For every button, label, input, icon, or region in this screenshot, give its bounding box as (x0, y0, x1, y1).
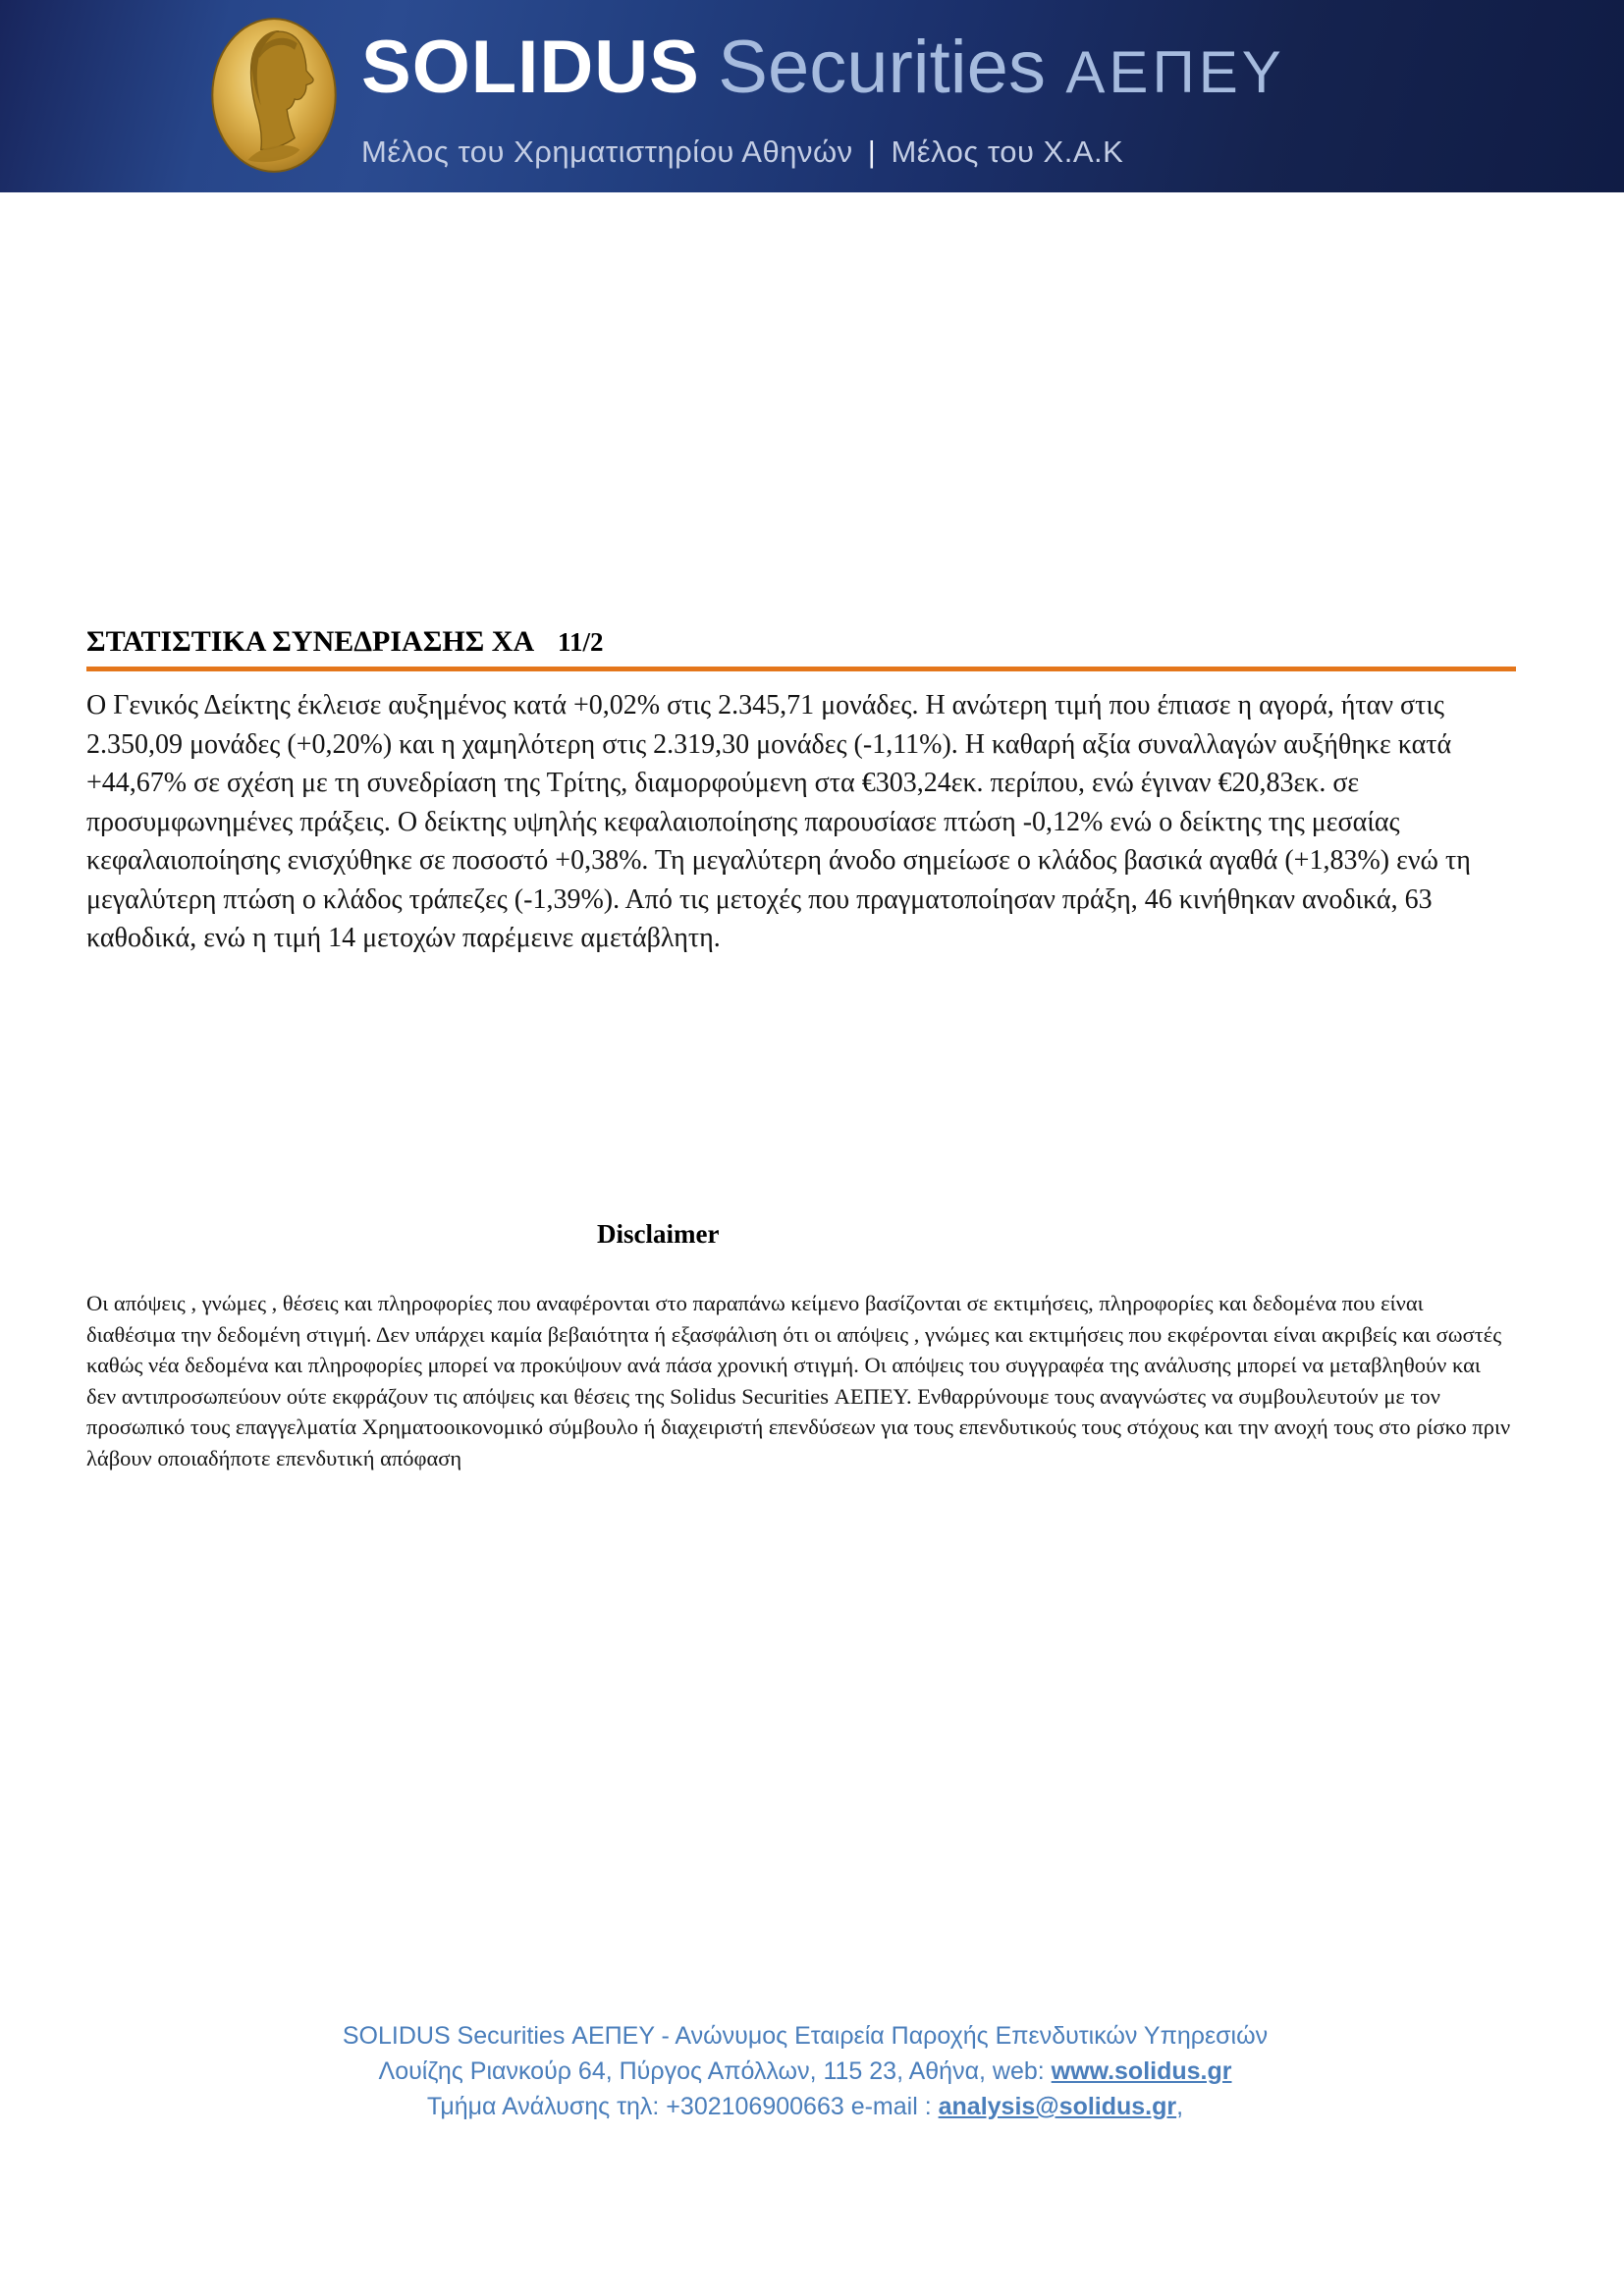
website-link[interactable]: www.solidus.gr (1051, 2057, 1232, 2085)
brand-line (361, 26, 1285, 131)
email-link[interactable]: analysis@solidus.gr (938, 2093, 1177, 2120)
tagline-separator: | (867, 134, 877, 169)
tagline-left: Μέλος του Χρηματιστηρίου Αθηνών (361, 134, 853, 169)
footer-address-text: Λουίζης Ριανκούρ 64, Πύργος Απόλλων, 115 23, Αθήνα, web: (378, 2057, 1052, 2085)
disclaimer-paragraph: Οι απόψεις , γνώμες , θέσεις και πληροφορίες που αναφέρονται στο παραπάνω κείμενο βασίζονται σε εκτιμήσεις, πληροφορίες και δεδομένα που είναι διαθέσιμα την δεδομένη στιγμή. Δεν υπάρχει καμία βεβαιότητα ή εξασφάλιση ότι οι απόψεις , γνώμες και εκτιμήσεις που εκφέρονται είναι ακριβείς και σωστές καθώς νέα δεδομένα και πληροφορίες μπορεί να προκύψουν ανά πάσα χρονική στιγμή. Οι απόψεις του συγγραφέα της ανάλυσης μπορεί να μεταβληθούν και δεν αντιπροσωπεύουν ούτε εκφράζουν τις απόψεις και θέσεις της Solidus Securities ΑΕΠΕΥ. Ενθαρρύνουμε τους αναγνώστες να συμβουλευτούν με τον προσωπικό τους επαγγελματία Χρηματοοικονομικό σύμβουλο ή διαχειριστή επενδύσεων για τους επενδυτικούς τους στόχους και την ανοχή τους στο ρίσκο πριν λάβουν οποιαδήποτε επενδυτική απόφαση (86, 1291, 1511, 1470)
roman-coin-icon (209, 15, 339, 176)
header-banner (0, 0, 1624, 192)
footer-line-contact (0, 2089, 1610, 2124)
report-body-paragraph: Ο Γενικός Δείκτης έκλεισε αυξημένος κατά +0,02% στις 2.345,71 μονάδες. Η ανώτερη τιμή που έπιασε η αγορά, ήταν στις 2.350,09 μονάδες (+0,20%) και η χαμηλότερη στις 2.319,30 μονάδες (-1,11%). Η καθαρή αξία συναλλαγών αυξήθηκε κατά +44,67% σε σχέση με τη συνεδρίαση της Τρίτης, διαμορφούμενη στα €303,24εκ. περίπου, ενώ έγιναν €20,83εκ. σε προσυμφωνημένες πράξεις. Ο δείκτης υψηλής κεφαλαιοποίησης παρουσίασε πτώση -0,12% ενώ ο δείκτης της μεσαίας κεφαλαιοποίησης ενισχύθηκε σε ποσοστό +0,38%. Τη μεγαλύτερη άνοδο σημείωσε ο κλάδος βασικά αγαθά (+1,83%) ενώ τη μεγαλύτερη πτώση ο κλάδος τράπεζες (-1,39%). Από τις μετοχές που πραγματοποίησαν πράξη, 46 κινήθηκαν ανοδικά, 63 καθοδικά, ενώ η τιμή 14 μετοχών παρέμεινε αμετάβλητη. (86, 690, 1471, 953)
brand-suffix-text: ΑΕΠΕΥ (1065, 39, 1285, 105)
footer-contact-text: Τμήμα Ανάλυσης τηλ: +302106900663 e-mail : (426, 2093, 939, 2120)
report-title (86, 625, 1516, 671)
disclaimer-heading: Disclaimer (597, 1219, 720, 1249)
footer-line-address (0, 2054, 1610, 2089)
report-date: 11/2 (557, 627, 604, 657)
footer (0, 2018, 1610, 2124)
footer-contact-suffix: , (1176, 2093, 1184, 2120)
brand-wordmark (361, 26, 1285, 170)
brand-secondary-text: Securities (718, 26, 1046, 109)
footer-line-company: SOLIDUS Securities ΑΕΠΕΥ - Ανώνυμος Εταιρεία Παροχής Επενδυτικών Υπηρεσιών (342, 2022, 1269, 2050)
report-title-text: ΣΤΑΤΙΣΤΙΚΑ ΣΥΝΕΔΡΙΑΣΗΣ ΧΑ (86, 625, 533, 658)
brand-main-text: SOLIDUS (361, 26, 700, 109)
brand-tagline (361, 134, 1285, 170)
tagline-right: Μέλος του Χ.Α.Κ (891, 134, 1124, 169)
